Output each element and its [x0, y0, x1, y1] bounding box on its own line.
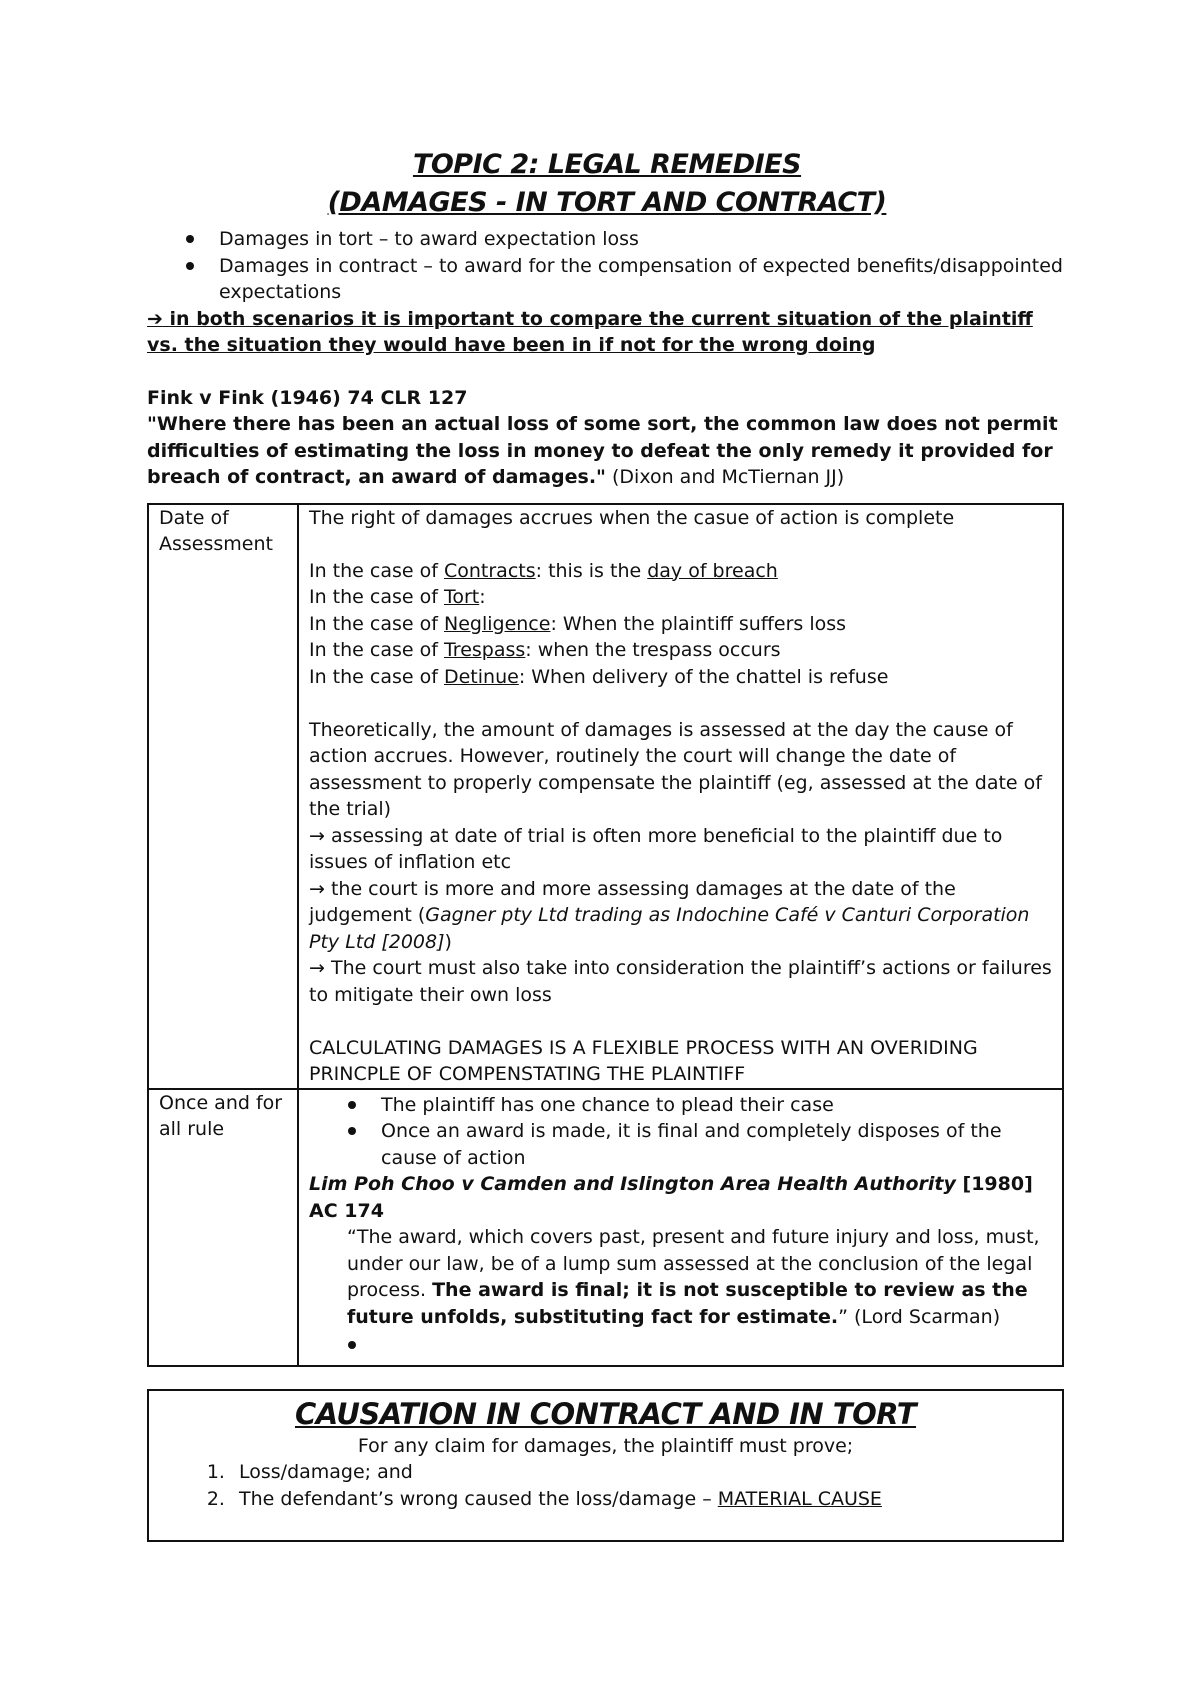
detinue-rest: : When delivery of the chattel is refuse — [518, 665, 889, 688]
case-prefix: In the case of — [309, 665, 444, 688]
theory-paragraph: Theoretically, the amount of damages is assessed at the day the cause of action accrues. However, routinely the court will change the date of assessment to properly compensate the plaintiff (eg, assessed at the date of the trial) — [309, 718, 1042, 820]
case-prefix: In the case of — [309, 586, 444, 608]
negligence-rest: : When the plaintiff suffers loss — [550, 612, 847, 635]
term-detinue: Detinue — [443, 665, 519, 688]
fink-quote-text: "Where there has been an actual loss of some sort, the common law does not permit difficulties of estimating the loss in money to defeat the only remedy it provided for breach of contract, an award of damages." — [147, 413, 1058, 488]
once-rule-bullet: The plaintiff has one chance to plead their case — [381, 1092, 1054, 1119]
accrual-text: The right of damages accrues when the casue of action is complete — [309, 506, 955, 529]
case-trespass — [309, 637, 1054, 664]
causation-list — [149, 1459, 1062, 1512]
case-prefix: In the case of — [309, 639, 444, 661]
arrow-right-icon: → — [309, 877, 325, 900]
date-of-assessment-content — [298, 504, 1063, 1089]
trespass-rest: : when the trespass occurs — [525, 639, 781, 661]
gagner-case: Gagner pty Ltd trading as Indochine Café v Canturi Corporation Pty Ltd [2008] — [309, 904, 1030, 953]
causation-box — [147, 1389, 1064, 1543]
once-rule-bullets — [309, 1092, 1054, 1172]
empty-bullet — [381, 1332, 1054, 1359]
list-item: 1. Loss/damage; and — [231, 1459, 1062, 1486]
fink-quote — [147, 411, 1067, 491]
lim-quote-text: “The award, which covers past, present and future injury and loss, must, under our law, be of a lump sum assessed at the conclusion of the legal process. — [347, 1226, 1040, 1301]
lim-poh-choo-citation — [309, 1171, 1054, 1224]
lim-case-cite: [1980] AC 174 — [309, 1173, 1033, 1222]
once-and-for-all-content — [298, 1089, 1063, 1366]
once-rule-bullet: Once an award is made, it is final and completely disposes of the cause of action — [381, 1118, 1054, 1171]
point-mitigate — [309, 955, 1054, 1008]
comparison-note — [147, 306, 1067, 359]
page-title — [147, 146, 1067, 222]
term-negligence: Negligence — [443, 612, 551, 635]
arrow-right-icon: → — [309, 957, 325, 979]
lim-quote-bold: The award is final; it is not susceptible to review as the future unfolds, substituting fact for estimate. — [347, 1279, 1028, 1328]
case-contracts — [309, 558, 1054, 585]
list-item — [231, 1486, 1062, 1513]
case-tort — [309, 584, 1054, 611]
case-prefix: In the case of — [309, 612, 444, 635]
item2-text: The defendant’s wrong caused the loss/damage – — [239, 1487, 718, 1510]
day-of-breach: day of breach — [647, 559, 778, 582]
lim-quote — [309, 1224, 1054, 1330]
point-judgement-close: ) — [444, 930, 452, 953]
material-cause: MATERIAL CAUSE — [717, 1487, 882, 1510]
tort-rest: : — [479, 586, 486, 608]
arrow-right-icon: → — [309, 824, 325, 847]
point-inflation — [309, 823, 1054, 876]
page-content — [147, 146, 1067, 1542]
term-trespass: Trespass — [443, 639, 526, 661]
contracts-sep: : this is the — [535, 559, 648, 582]
empty-bullet-list — [309, 1332, 1054, 1359]
causation-heading: CAUSATION IN CONTRACT AND IN TORT — [294, 1396, 917, 1431]
title-line-2: (DAMAGES - IN TORT AND CONTRACT) — [327, 187, 887, 218]
arrow-right-icon: ➔ — [147, 307, 163, 330]
fink-citation: Fink v Fink (1946) 74 CLR 127 — [147, 386, 468, 409]
point-judgement — [309, 876, 1054, 956]
once-and-for-all-label: Once and for all rule — [148, 1089, 298, 1366]
point-judgement-text: the court is more and more assessing damages at the date of the judgement ( — [309, 877, 956, 926]
intro-bullet-tort: Damages in tort – to award expectation loss — [219, 226, 1067, 253]
point-mitigate-text: The court must also take into consideration the plaintiff’s actions or failures to mitigate their own loss — [309, 957, 1052, 1006]
fink-judges: (Dixon and McTiernan JJ) — [605, 466, 845, 488]
case-detinue — [309, 664, 1054, 691]
lim-case-name: Lim Poh Choo v Camden and Islington Area Health Authority — [309, 1173, 956, 1195]
remedies-table — [147, 503, 1064, 1367]
table-row — [148, 1089, 1063, 1366]
causation-subtitle: For any claim for damages, the plaintiff must prove; — [357, 1434, 854, 1457]
comparison-note-text: in both scenarios it is important to compare the current situation of the plaintiff vs. the situation they would have been in if not for the wrong doing — [147, 307, 1033, 356]
date-of-assessment-label: Date of Assessment — [148, 504, 298, 1089]
lim-quote-attribution: ” (Lord Scarman) — [838, 1305, 1001, 1328]
title-line-1: TOPIC 2: LEGAL REMEDIES — [412, 149, 802, 180]
case-prefix: In the case of — [309, 559, 444, 582]
point-inflation-text: assessing at date of trial is often more beneficial to the plaintiff due to issues of inflation etc — [309, 824, 1003, 873]
intro-bullet-list — [147, 226, 1067, 306]
intro-bullet-contract: Damages in contract – to award for the compensation of expected benefits/disappointed expectations — [219, 253, 1067, 306]
flexible-process-note: CALCULATING DAMAGES IS A FLEXIBLE PROCESS WITH AN OVERIDING PRINCPLE OF COMPENSTATING THE PLAINTIFF — [309, 1036, 978, 1085]
case-negligence — [309, 611, 1054, 638]
term-tort: Tort — [443, 586, 480, 608]
term-contracts: Contracts — [443, 559, 536, 582]
table-row — [148, 504, 1063, 1089]
